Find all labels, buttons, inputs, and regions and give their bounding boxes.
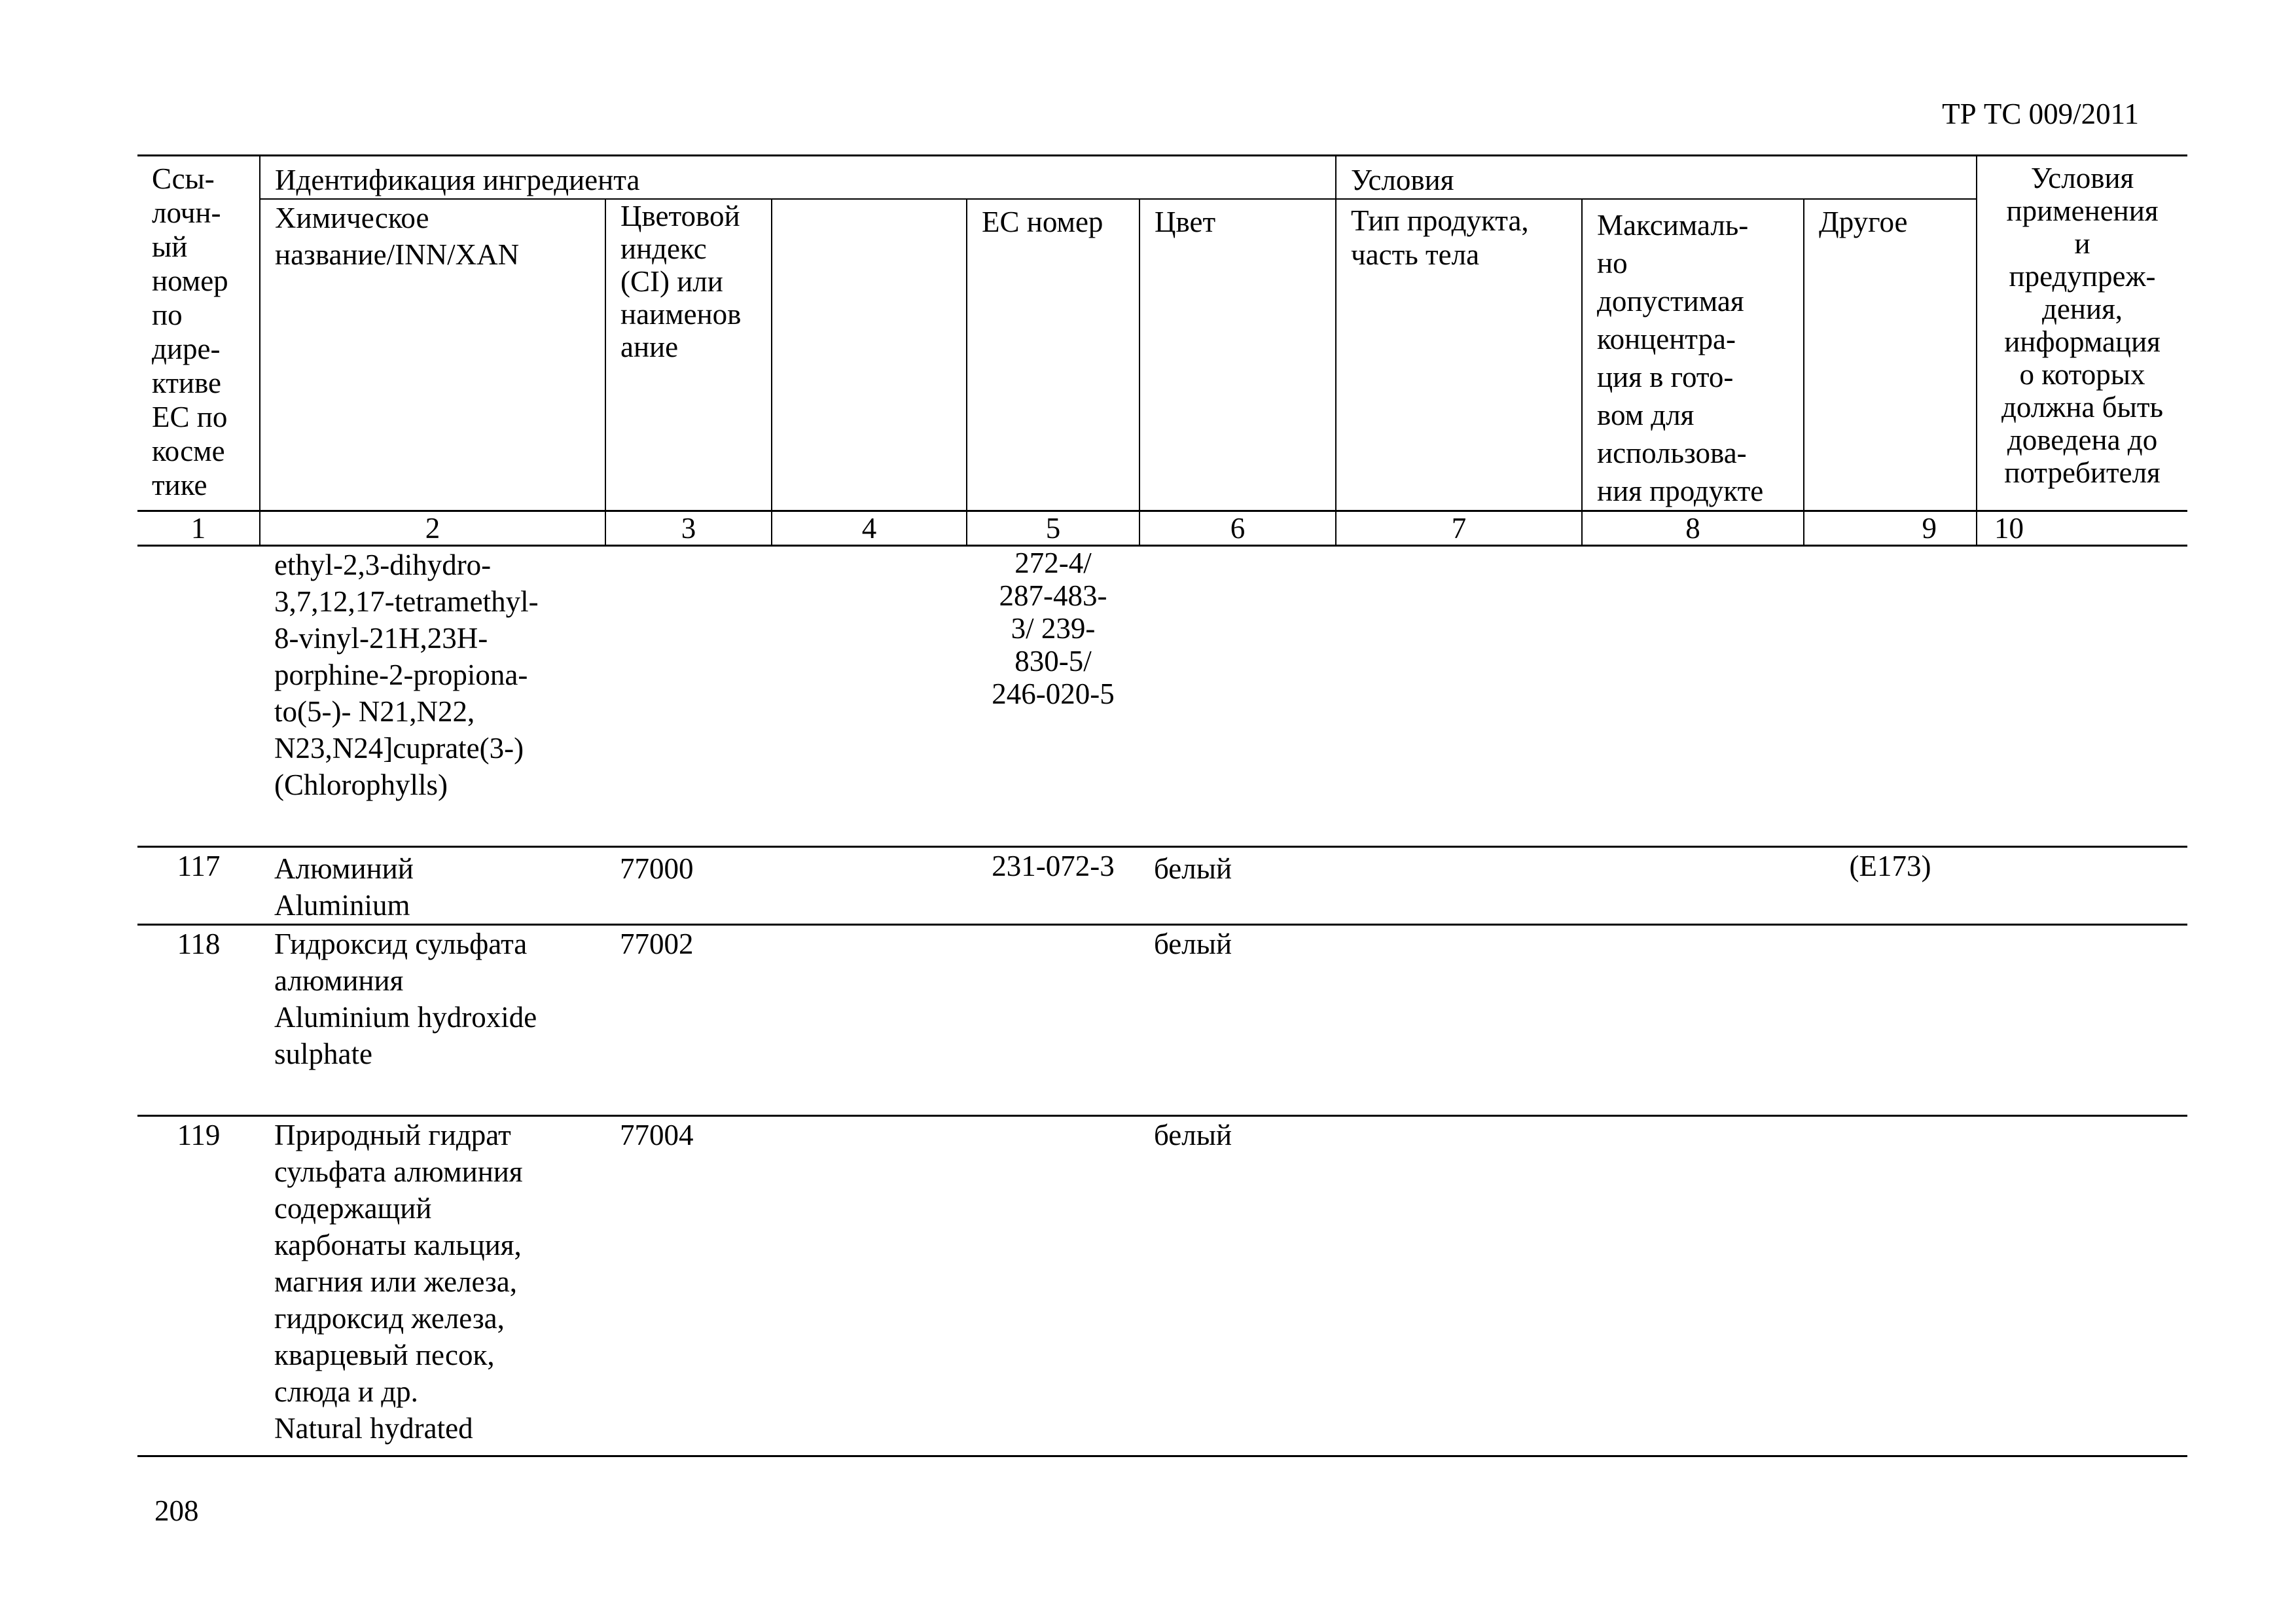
- chemical-name: Алюминий Aluminium: [260, 847, 605, 925]
- column-number: 4: [772, 511, 967, 546]
- ref-number: 119: [137, 1116, 260, 1456]
- col4-value: [772, 847, 967, 925]
- chemical-name: ethyl-2,3-dihydro- 3,7,12,17-tetramethyl- 8-vinyl-21H,23H- porphine-2-propiona- to(5-)- N21,N22, N23,N24]cuprate(3-) (Chlorophylls): [274, 549, 539, 801]
- ref-number: [137, 546, 260, 847]
- header-product-type: Тип продукта, часть тела: [1336, 199, 1582, 511]
- color-index: 77004: [605, 1116, 772, 1456]
- header-conditions: Условия: [1336, 156, 1977, 200]
- ec-number: 231-072-3: [967, 847, 1139, 925]
- col4-value: [772, 546, 967, 847]
- col4-value: [772, 925, 967, 1116]
- header-color-index: Цветовой индекс (CI) или наименов ание: [605, 199, 772, 511]
- page-number: 208: [154, 1494, 199, 1527]
- usage-conditions: [1977, 847, 2187, 925]
- ec-number: [967, 1116, 1139, 1456]
- usage-conditions: [1977, 546, 2187, 847]
- header-color: Цвет: [1139, 199, 1336, 511]
- color-value: белый: [1139, 1116, 1336, 1456]
- table-row: [137, 847, 2187, 925]
- product-type: [1336, 925, 1582, 1116]
- document-code: ТР ТС 009/2011: [1942, 98, 2139, 130]
- usage-conditions: [1977, 925, 2187, 1116]
- col4-value: [772, 1116, 967, 1456]
- product-type: [1336, 546, 1582, 847]
- other-value: [1804, 925, 1977, 1116]
- max-concentration: [1582, 546, 1804, 847]
- column-number: 5: [967, 511, 1139, 546]
- max-concentration: [1582, 1116, 1804, 1456]
- max-concentration: [1582, 925, 1804, 1116]
- column-number: 2: [260, 511, 605, 546]
- ec-number: 272-4/ 287-483- 3/ 239- 830-5/ 246-020-5: [992, 547, 1115, 710]
- table-row: [137, 1116, 2187, 1456]
- header-ec-number: ЕС номер: [967, 199, 1139, 511]
- column-number: 10: [1977, 511, 2187, 546]
- header-ingredient-identification: Идентификация ингредиента: [260, 156, 1336, 200]
- color-value: белый: [1139, 925, 1336, 1116]
- column-number: 9: [1804, 511, 1977, 546]
- header-usage-warnings: Условия применения и предупреж- дения, информация о которых должна быть доведена до потребителя: [1977, 156, 2187, 511]
- other-value: [1804, 546, 1977, 847]
- product-type: [1336, 847, 1582, 925]
- header-other: Другое: [1804, 199, 1977, 511]
- other-value: (E173): [1804, 847, 1977, 925]
- column-number: 8: [1582, 511, 1804, 546]
- usage-conditions: [1977, 1116, 2187, 1456]
- header-chemical-name: Химическое название/INN/XAN: [260, 199, 605, 511]
- chemical-name: Природный гидрат сульфата алюминия содержащий карбонаты кальция, магния или железа, гидроксид железа, кварцевый песок, слюда и др. Natural hydrated: [260, 1116, 605, 1456]
- max-concentration: [1582, 847, 1804, 925]
- column-number: 1: [137, 511, 260, 546]
- table-row: [137, 925, 2187, 1116]
- color-value: белый: [1139, 847, 1336, 925]
- column-number: 7: [1336, 511, 1582, 546]
- other-value: [1804, 1116, 1977, 1456]
- column-numbers-row: [137, 511, 2187, 546]
- ref-number: 117: [137, 847, 260, 925]
- color-index: 77002: [605, 925, 772, 1116]
- product-type: [1336, 1116, 1582, 1456]
- table-row: [137, 546, 2187, 847]
- chemical-name: Гидроксид сульфата алюминия Aluminium hydroxide sulphate: [260, 925, 605, 1116]
- header-col4: [772, 199, 967, 511]
- column-number: 3: [605, 511, 772, 546]
- ingredients-table: [137, 154, 2187, 1457]
- ref-number: 118: [137, 925, 260, 1116]
- header-max-concentration: Максималь- но допустимая концентра- ция в гото- вом для использова- ния продукте: [1582, 199, 1804, 511]
- color-value: [1139, 546, 1336, 847]
- ec-number: [967, 925, 1139, 1116]
- color-index: 77000: [605, 847, 772, 925]
- color-index: [605, 546, 772, 847]
- header-ref-number: Ссы- лочн- ый номер по дире- ктиве ЕС по косме тике: [137, 156, 260, 511]
- column-number: 6: [1139, 511, 1336, 546]
